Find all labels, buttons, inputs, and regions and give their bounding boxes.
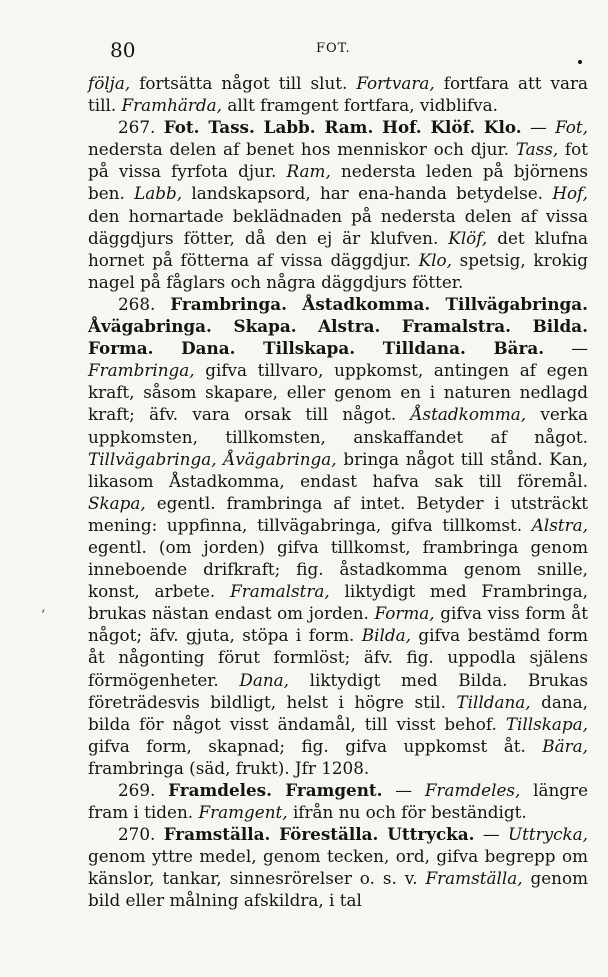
text-run: nedersta delen af benet hos menniskor och djur.: [88, 139, 516, 160]
text-run: genom bild eller målning afskildra, i tal: [88, 868, 588, 911]
text-run: ifrån nu och för beständigt.: [287, 802, 527, 823]
italic-term: Uttrycka,: [507, 824, 588, 845]
italic-term: Tass,: [515, 139, 559, 160]
italic-term: Framalstra,: [230, 581, 330, 602]
text-run: dana, bilda för något visst ändamål, till visst behof.: [88, 691, 589, 734]
text-run: egentl. frambringa af intet. Betyder i utsträckt mening: uppfinna, tillvägabringa, gifva tillkomst.: [88, 492, 588, 535]
italic-term: Ram,: [286, 161, 331, 182]
book-page: [88, 38, 588, 912]
running-title: FOT.: [316, 41, 351, 56]
italic-term: Labb,: [134, 183, 183, 204]
paragraph: [88, 116, 588, 293]
italic-term: Tillskapa,: [505, 713, 588, 734]
italic-term: Framhärda,: [121, 95, 223, 116]
italic-term: Framgent,: [198, 802, 288, 823]
print-speck: [578, 60, 582, 64]
italic-term: Åstadkomma,: [410, 404, 527, 425]
text-run: 268.: [118, 293, 171, 314]
bold-heading: Fot. Tass. Labb. Ram. Hof. Klöf. Klo.: [163, 117, 522, 138]
italic-term: Tilldana,: [456, 691, 531, 712]
page-header: [88, 38, 588, 72]
text-run: 267.: [118, 117, 164, 138]
text-run: spetsig, krokig nagel på fåglars och några däggdjurs fötter.: [88, 249, 588, 292]
text-run: gifva tillvaro, uppkomst, antingen af egen kraft, såsom skapare, eller genom en i naturen nedlagd kraft; äfv. vara orsak till något.: [88, 360, 588, 425]
italic-term: Framdeles,: [424, 780, 521, 800]
text-run: —: [521, 117, 556, 138]
text-run: allt framgent fortfara, vidblifva.: [222, 95, 498, 116]
text-run: verka uppkomsten, tillkomsten, anskaffandet af något.: [88, 404, 588, 447]
text-run: liktydigt med Bilda. Brukas företrädesvis bildligt, helst i högre stil.: [88, 669, 588, 712]
italic-term: Bära,: [542, 735, 588, 756]
text-run: gifva form, skapnad; fig. gifva uppkomst åt.: [88, 735, 543, 756]
italic-term: följa,: [88, 73, 131, 93]
italic-term: Bilda,: [361, 625, 411, 646]
italic-term: Fot,: [555, 117, 588, 138]
text-run: nedersta leden på björnens ben.: [88, 161, 588, 204]
italic-term: Dana,: [239, 669, 290, 690]
text-run: det klufna hornet på fötterna af vissa däggdjur.: [88, 227, 589, 270]
text-run: 270.: [118, 824, 164, 845]
text-run: egentl. (om jorden) gifva tillkomst, frambringa genom inneboende drifkraft; fig. åstadkomma genom snille, konst, arbete.: [88, 536, 588, 602]
text-run: landskapsord, har ena-handa betydelse.: [182, 183, 553, 204]
page-number: 80: [110, 38, 136, 62]
italic-term: Framställa,: [425, 868, 523, 889]
paragraph: [88, 823, 588, 911]
bold-heading: Frambringa. Åstadkomma. Tillvägabringa. Åvägabringa. Skapa. Alstra. Framalstra. Bilda. Forma. Dana. Tillskapa. Tilldana. Bära.: [88, 293, 588, 359]
italic-term: Fortvara,: [356, 73, 435, 93]
text-run: gifva viss form åt något; äfv. gjuta, stöpa i form.: [88, 603, 589, 646]
text-run: fortfara att vara till.: [88, 73, 588, 116]
text-run: frambringa (säd, frukt). Jfr 1208.: [88, 757, 370, 778]
text-run: den hornartade beklädnaden på nedersta delen af vissa däggdjurs fötter, då den ej är klufven.: [88, 205, 588, 248]
italic-term: Frambringa,: [88, 360, 195, 381]
italic-term: Tillvägabringa, Åvägabringa,: [88, 448, 337, 469]
paragraph: [88, 293, 588, 779]
bold-heading: Framställa. Föreställa. Uttrycka.: [163, 824, 475, 845]
text-run: fot på vissa fyrfota djur.: [88, 139, 588, 182]
text-run: 269.: [118, 780, 169, 800]
text-run: bringa något till stånd. Kan, likasom Åstadkomma, endast hafva sak till föremål.: [88, 448, 588, 491]
italic-term: Klo,: [418, 249, 452, 270]
body-text: [88, 72, 588, 912]
bold-heading: Framdeles. Framgent.: [168, 780, 383, 800]
text-run: gifva bestämd form åt någonting förut formlöst; äfv. fig. uppodla själens förmögenheter.: [88, 625, 589, 690]
text-run: längre fram i tiden.: [88, 780, 588, 823]
italic-term: Skapa,: [88, 492, 146, 513]
italic-term: Klöf,: [448, 227, 488, 248]
text-run: genom yttre medel, genom tecken, ord, gifva begrepp om känslor, tankar, sinnesrörelser o. s. v.: [88, 846, 588, 889]
text-run: —: [382, 780, 425, 800]
italic-term: Forma,: [374, 603, 435, 624]
text-run: —: [474, 824, 508, 845]
paragraph: [88, 779, 588, 823]
italic-term: Hof,: [552, 183, 588, 204]
italic-term: Alstra,: [531, 514, 588, 535]
paragraph: [88, 72, 588, 116]
text-run: —: [544, 338, 588, 359]
text-run: liktydigt med Frambringa, brukas nästan endast om jorden.: [88, 581, 588, 624]
margin-mark: ‘: [41, 608, 46, 623]
text-run: fortsätta något till slut.: [130, 73, 357, 93]
